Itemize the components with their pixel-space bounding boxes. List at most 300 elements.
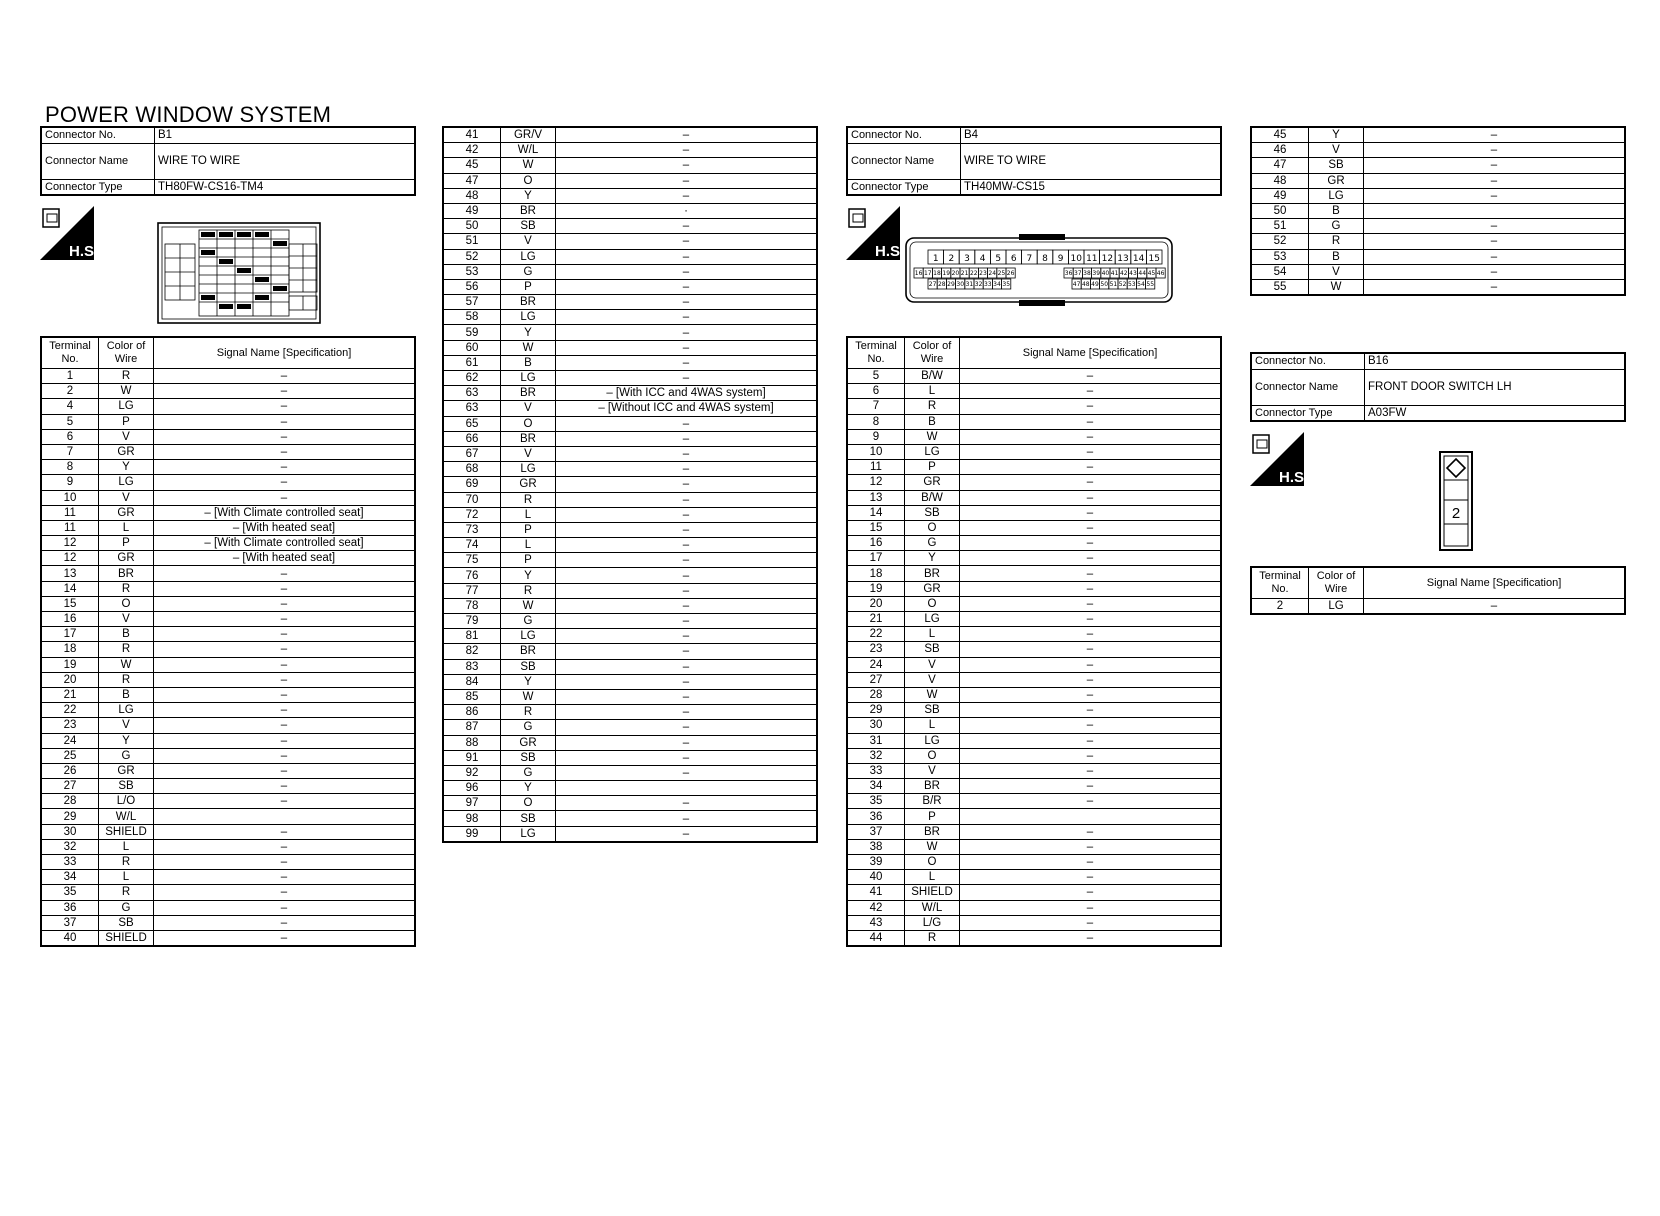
terminal-no-cell: 69 xyxy=(443,477,501,492)
terminal-no-cell: 33 xyxy=(847,763,905,778)
terminal-no-cell: 40 xyxy=(41,930,99,946)
wire-color-cell: V xyxy=(905,672,960,687)
wire-color-cell: BR xyxy=(99,566,154,581)
signal-name-cell: – xyxy=(960,642,1222,657)
terminal-no-cell: 82 xyxy=(443,644,501,659)
terminal-no-cell: 51 xyxy=(1251,219,1309,234)
table-row xyxy=(847,475,1221,490)
table-row xyxy=(847,718,1221,733)
wire-color-cell: O xyxy=(905,748,960,763)
terminal-no-cell: 16 xyxy=(41,612,99,627)
terminal-no-cell: 36 xyxy=(847,809,905,824)
pin-number: 46 xyxy=(1156,270,1165,277)
wire-color-cell: GR xyxy=(905,581,960,596)
wire-color-cell: LG xyxy=(99,475,154,490)
wire-color-cell: SB xyxy=(905,703,960,718)
table-row xyxy=(41,930,415,946)
terminal-no-cell: 77 xyxy=(443,583,501,598)
wire-color-cell: O xyxy=(905,520,960,535)
signal-name-cell: – xyxy=(1364,188,1626,203)
terminal-no-cell: 10 xyxy=(41,490,99,505)
signal-name-cell xyxy=(1364,203,1626,218)
table-row xyxy=(41,733,415,748)
table-row xyxy=(41,490,415,505)
connector-b1-diagram xyxy=(157,222,321,329)
table-row xyxy=(1251,173,1625,188)
terminal-no-cell: 98 xyxy=(443,811,501,826)
table-row xyxy=(443,644,817,659)
table-row xyxy=(41,612,415,627)
pin-number: 38 xyxy=(1083,270,1091,277)
terminal-no-cell: 14 xyxy=(41,581,99,596)
table-row xyxy=(847,444,1221,459)
table-row xyxy=(443,173,817,188)
terminal-no-cell: 52 xyxy=(443,249,501,264)
connector-name-value: FRONT DOOR SWITCH LH xyxy=(1365,369,1626,405)
hs-badge: H.S. xyxy=(1279,469,1309,486)
terminal-no-cell: 6 xyxy=(41,429,99,444)
pin-number: 5 xyxy=(995,254,1002,264)
wire-color-cell: BR xyxy=(905,824,960,839)
terminal-no-cell: 75 xyxy=(443,553,501,568)
terminal-no-cell: 59 xyxy=(443,325,501,340)
terminal-no-cell: 28 xyxy=(41,794,99,809)
wire-color-cell: B/W xyxy=(905,490,960,505)
signal-name-cell: – xyxy=(1364,173,1626,188)
connector-b4-info-table xyxy=(846,126,1222,196)
terminal-no-cell: 29 xyxy=(847,703,905,718)
wire-color-cell: R xyxy=(501,492,556,507)
wire-color-cell: Y xyxy=(501,781,556,796)
wire-color-cell: LG xyxy=(1309,188,1364,203)
signal-name-cell: – xyxy=(154,779,416,794)
terminal-no-cell: 85 xyxy=(443,689,501,704)
signal-name-cell: – xyxy=(960,505,1222,520)
signal-name-cell: – [With Climate controlled seat] xyxy=(154,536,416,551)
signal-name-cell: – xyxy=(1364,127,1626,143)
pin-number: 36 xyxy=(1064,270,1073,277)
table-row xyxy=(41,642,415,657)
signal-name-cell: – [With Climate controlled seat] xyxy=(154,505,416,520)
signal-name-cell: – xyxy=(556,720,818,735)
table-row xyxy=(847,855,1221,870)
terminal-no-header: Terminal No. xyxy=(41,337,99,369)
wire-color-cell: G xyxy=(99,748,154,763)
connector-b1-wire-table-continued xyxy=(442,126,818,843)
wire-color-cell: P xyxy=(501,553,556,568)
signal-name-cell: – xyxy=(556,796,818,811)
wire-color-cell: L xyxy=(905,627,960,642)
signal-name-cell: – xyxy=(960,490,1222,505)
table-row xyxy=(443,720,817,735)
wire-color-cell: B/R xyxy=(905,794,960,809)
terminal-no-cell: 72 xyxy=(443,507,501,522)
terminal-no-cell: 47 xyxy=(1251,158,1309,173)
table-row xyxy=(41,672,415,687)
table-row xyxy=(443,568,817,583)
terminal-no-cell: 12 xyxy=(847,475,905,490)
pin-number: 48 xyxy=(1081,281,1090,288)
wire-color-cell: SB xyxy=(99,779,154,794)
table-row xyxy=(443,765,817,780)
wire-color-cell: LG xyxy=(501,371,556,386)
connector-b1-wire-table xyxy=(40,336,416,947)
wire-color-cell: SB xyxy=(99,915,154,930)
terminal-no-cell: 32 xyxy=(847,748,905,763)
wire-color-cell: V xyxy=(501,234,556,249)
terminal-no-cell: 18 xyxy=(847,566,905,581)
terminal-no-cell: 36 xyxy=(41,900,99,915)
wire-color-cell: L xyxy=(905,384,960,399)
pin-number: 47 xyxy=(1072,281,1081,288)
signal-name-cell: – xyxy=(1364,158,1626,173)
signal-name-cell: – xyxy=(1364,234,1626,249)
wire-color-cell: B xyxy=(501,355,556,370)
table-row xyxy=(847,596,1221,611)
pin-number: 15 xyxy=(1148,254,1160,264)
signal-name-cell: – xyxy=(556,416,818,431)
signal-name-cell: – xyxy=(556,644,818,659)
terminal-no-cell: 78 xyxy=(443,598,501,613)
signal-name-cell: – xyxy=(154,824,416,839)
wire-color-cell: P xyxy=(99,536,154,551)
signal-name-cell: – xyxy=(556,583,818,598)
signal-name-cell: – xyxy=(960,855,1222,870)
pin-number: 4 xyxy=(979,254,986,264)
signal-name-cell: – xyxy=(154,733,416,748)
terminal-no-cell: 2 xyxy=(41,384,99,399)
wire-color-cell: LG xyxy=(99,703,154,718)
wire-color-cell: Y xyxy=(99,733,154,748)
terminal-no-cell: 42 xyxy=(443,143,501,158)
table-row xyxy=(443,705,817,720)
signal-name-cell: – xyxy=(154,642,416,657)
terminal-no-cell: 11 xyxy=(847,460,905,475)
wire-color-cell: LG xyxy=(501,826,556,842)
wire-color-cell: O xyxy=(501,416,556,431)
signal-name-cell: – xyxy=(154,596,416,611)
wire-color-cell: SB xyxy=(1309,158,1364,173)
table-row xyxy=(847,794,1221,809)
terminal-no-cell: 45 xyxy=(1251,127,1309,143)
connector-b16-wire-table xyxy=(1250,566,1626,615)
signal-name-cell: – xyxy=(960,748,1222,763)
table-row xyxy=(1251,127,1625,143)
table-row xyxy=(1251,143,1625,158)
pin-number: 21 xyxy=(960,270,969,277)
terminal-no-cell: 84 xyxy=(443,674,501,689)
table-row xyxy=(847,900,1221,915)
wire-color-cell: Y xyxy=(501,188,556,203)
terminal-no-cell: 68 xyxy=(443,462,501,477)
pin-number: 27 xyxy=(928,281,937,288)
table-row xyxy=(41,520,415,535)
signal-name-cell: – xyxy=(1364,143,1626,158)
table-row xyxy=(41,444,415,459)
terminal-no-cell: 7 xyxy=(41,444,99,459)
terminal-no-cell: 55 xyxy=(1251,279,1309,295)
signal-name-cell: – xyxy=(154,748,416,763)
table-row xyxy=(847,399,1221,414)
wire-color-cell: O xyxy=(905,855,960,870)
terminal-no-cell: 41 xyxy=(847,885,905,900)
pin-number: 39 xyxy=(1092,270,1101,277)
wire-color-cell: V xyxy=(501,446,556,461)
table-row xyxy=(443,826,817,842)
terminal-no-cell: 37 xyxy=(847,824,905,839)
wire-color-cell: P xyxy=(99,414,154,429)
table-row xyxy=(41,703,415,718)
terminal-no-cell: 97 xyxy=(443,796,501,811)
wire-color-cell: G xyxy=(1309,219,1364,234)
signal-name-cell: – xyxy=(960,460,1222,475)
wire-color-cell: O xyxy=(501,796,556,811)
table-row xyxy=(41,824,415,839)
signal-name-cell: – xyxy=(960,672,1222,687)
wire-color-cell: R xyxy=(905,930,960,946)
terminal-no-cell: 42 xyxy=(847,900,905,915)
table-row xyxy=(41,414,415,429)
table-row xyxy=(41,429,415,444)
wire-color-cell: Y xyxy=(501,325,556,340)
table-row xyxy=(443,416,817,431)
wire-color-cell: V xyxy=(1309,264,1364,279)
pin-number: 51 xyxy=(1109,281,1118,288)
terminal-no-cell: 49 xyxy=(1251,188,1309,203)
terminal-no-cell: 58 xyxy=(443,310,501,325)
signal-name-cell: – xyxy=(154,672,416,687)
terminal-no-cell: 67 xyxy=(443,446,501,461)
pin-number: 54 xyxy=(1137,281,1145,288)
table-row xyxy=(41,505,415,520)
table-row xyxy=(1251,203,1625,218)
signal-name-cell: – xyxy=(154,930,416,946)
terminal-no-cell: 34 xyxy=(847,779,905,794)
table-row xyxy=(443,234,817,249)
signal-name-cell: – xyxy=(960,885,1222,900)
signal-name-cell: – xyxy=(556,219,818,234)
wire-color-cell: SB xyxy=(501,811,556,826)
signal-name-cell: – xyxy=(154,885,416,900)
signal-name-cell: – xyxy=(960,475,1222,490)
signal-name-cell: – xyxy=(556,705,818,720)
table-row xyxy=(847,505,1221,520)
wire-color-cell: LG xyxy=(501,310,556,325)
wire-color-cell: GR xyxy=(501,477,556,492)
wire-color-cell: SB xyxy=(905,642,960,657)
signal-name-cell: – xyxy=(556,264,818,279)
wire-color-cell: O xyxy=(905,596,960,611)
signal-name-cell: – xyxy=(960,703,1222,718)
table-row xyxy=(41,657,415,672)
wire-color-cell: GR xyxy=(501,735,556,750)
connector-b4-diagram xyxy=(904,230,1174,317)
terminal-no-cell: 74 xyxy=(443,538,501,553)
table-row xyxy=(41,779,415,794)
wire-color-cell: G xyxy=(905,536,960,551)
signal-name-cell: – xyxy=(154,414,416,429)
connector-b1-section xyxy=(40,126,416,196)
connector-type-value: TH40MW-CS15 xyxy=(961,179,1222,195)
pin-label: 2 xyxy=(1451,505,1461,522)
signal-name-cell: – xyxy=(960,627,1222,642)
table-row xyxy=(847,429,1221,444)
table-row xyxy=(443,279,817,294)
signal-name-cell: – xyxy=(154,429,416,444)
table-row xyxy=(443,674,817,689)
wire-color-cell: O xyxy=(501,173,556,188)
terminal-no-cell: 65 xyxy=(443,416,501,431)
pin-number: 26 xyxy=(1006,270,1015,277)
terminal-no-cell: 2 xyxy=(1251,599,1309,615)
wire-color-cell: R xyxy=(1309,234,1364,249)
color-of-wire-header: Color of Wire xyxy=(99,337,154,369)
signal-name-cell: – xyxy=(960,779,1222,794)
table-row xyxy=(847,733,1221,748)
table-row xyxy=(847,627,1221,642)
pin-number: 34 xyxy=(993,281,1001,288)
signal-name-cell: – xyxy=(960,369,1222,384)
wire-color-cell: W xyxy=(905,839,960,854)
wire-color-cell: SB xyxy=(501,750,556,765)
signal-name-cell: – xyxy=(556,446,818,461)
connector-no-label: Connector No. xyxy=(41,127,155,143)
wire-color-cell: SHIELD xyxy=(99,930,154,946)
signal-name-cell: – xyxy=(960,581,1222,596)
wire-color-cell: LG xyxy=(1309,599,1364,615)
signal-name-cell: – xyxy=(960,870,1222,885)
terminal-no-cell: 53 xyxy=(443,264,501,279)
signal-name-cell: – xyxy=(154,444,416,459)
table-row xyxy=(847,763,1221,778)
connector-type-label: Connector Type xyxy=(847,179,961,195)
table-row xyxy=(1251,249,1625,264)
pin-number: 23 xyxy=(979,270,987,277)
table-row xyxy=(443,689,817,704)
wire-color-cell: R xyxy=(99,672,154,687)
table-row xyxy=(41,596,415,611)
connector-no-value: B4 xyxy=(961,127,1222,143)
wire-color-cell: V xyxy=(99,490,154,505)
wire-color-cell: L xyxy=(99,839,154,854)
table-row xyxy=(443,629,817,644)
signal-name-cell: – xyxy=(960,733,1222,748)
table-row xyxy=(41,475,415,490)
table-row xyxy=(443,203,817,218)
wire-color-cell: BR xyxy=(501,644,556,659)
signal-name-cell: – xyxy=(1364,249,1626,264)
pin-number: 28 xyxy=(937,281,946,288)
wire-color-cell: Y xyxy=(99,460,154,475)
signal-name-cell: – xyxy=(960,794,1222,809)
table-row xyxy=(41,885,415,900)
terminal-no-cell: 81 xyxy=(443,629,501,644)
signal-name-cell: · xyxy=(556,203,818,218)
wire-color-cell: B xyxy=(1309,203,1364,218)
table-row xyxy=(443,371,817,386)
wire-color-cell: W/L xyxy=(905,900,960,915)
wire-color-cell: L xyxy=(99,520,154,535)
wire-color-cell: W xyxy=(1309,279,1364,295)
wire-color-cell: Y xyxy=(1309,127,1364,143)
wire-color-cell: W xyxy=(501,340,556,355)
signal-name-cell: – xyxy=(960,930,1222,946)
signal-name-cell: – xyxy=(556,553,818,568)
signal-name-cell: – xyxy=(556,629,818,644)
wire-color-cell: G xyxy=(501,720,556,735)
signal-name-cell: – xyxy=(556,249,818,264)
signal-name-cell: – xyxy=(154,657,416,672)
terminal-no-cell: 88 xyxy=(443,735,501,750)
signal-name-cell: – xyxy=(154,581,416,596)
connector-b16-section xyxy=(1250,352,1626,422)
terminal-no-cell: 51 xyxy=(443,234,501,249)
table-row xyxy=(443,401,817,416)
table-row xyxy=(847,612,1221,627)
terminal-no-cell: 28 xyxy=(847,687,905,702)
signal-name-cell: – xyxy=(960,763,1222,778)
signal-name-cell: – xyxy=(556,325,818,340)
table-row xyxy=(847,824,1221,839)
signal-name-cell: – xyxy=(556,355,818,370)
terminal-no-header: Terminal No. xyxy=(847,337,905,369)
terminal-no-cell: 54 xyxy=(1251,264,1309,279)
table-row xyxy=(847,581,1221,596)
table-row xyxy=(1251,234,1625,249)
signal-name-cell: – xyxy=(154,627,416,642)
terminal-no-cell: 79 xyxy=(443,614,501,629)
signal-name-cell: – xyxy=(556,477,818,492)
table-row xyxy=(847,809,1221,824)
terminal-no-cell: 14 xyxy=(847,505,905,520)
terminal-no-cell: 41 xyxy=(443,127,501,143)
signal-name-cell xyxy=(556,781,818,796)
wire-color-cell: BR xyxy=(905,779,960,794)
signal-name-cell: – xyxy=(154,900,416,915)
wire-color-cell: GR/V xyxy=(501,127,556,143)
table-row xyxy=(847,687,1221,702)
wire-color-cell: V xyxy=(501,401,556,416)
connector-no-label: Connector No. xyxy=(847,127,961,143)
signal-name-cell: – [With heated seat] xyxy=(154,551,416,566)
table-row xyxy=(41,748,415,763)
terminal-no-cell: 30 xyxy=(847,718,905,733)
wire-color-cell: W xyxy=(905,687,960,702)
signal-name-cell: – xyxy=(154,384,416,399)
table-row xyxy=(443,340,817,355)
wire-color-cell: BR xyxy=(905,566,960,581)
wire-color-cell: R xyxy=(99,885,154,900)
signal-name-cell: – [With ICC and 4WAS system] xyxy=(556,386,818,401)
terminal-no-cell: 53 xyxy=(1251,249,1309,264)
wire-color-cell: W xyxy=(99,384,154,399)
pin-number: 8 xyxy=(1042,254,1048,264)
terminal-no-cell: 12 xyxy=(41,536,99,551)
signal-name-cell: – xyxy=(556,614,818,629)
terminal-no-cell: 60 xyxy=(443,340,501,355)
terminal-no-cell: 9 xyxy=(847,429,905,444)
pin-number: 43 xyxy=(1129,270,1137,277)
page-title: POWER WINDOW SYSTEM xyxy=(45,102,332,127)
wire-color-cell: G xyxy=(501,614,556,629)
terminal-no-cell: 47 xyxy=(443,173,501,188)
wire-color-cell: V xyxy=(905,763,960,778)
signal-name-cell: – xyxy=(154,399,416,414)
table-row xyxy=(847,885,1221,900)
pin-number: 17 xyxy=(923,270,932,277)
signal-name-cell: – xyxy=(556,340,818,355)
table-row xyxy=(41,581,415,596)
